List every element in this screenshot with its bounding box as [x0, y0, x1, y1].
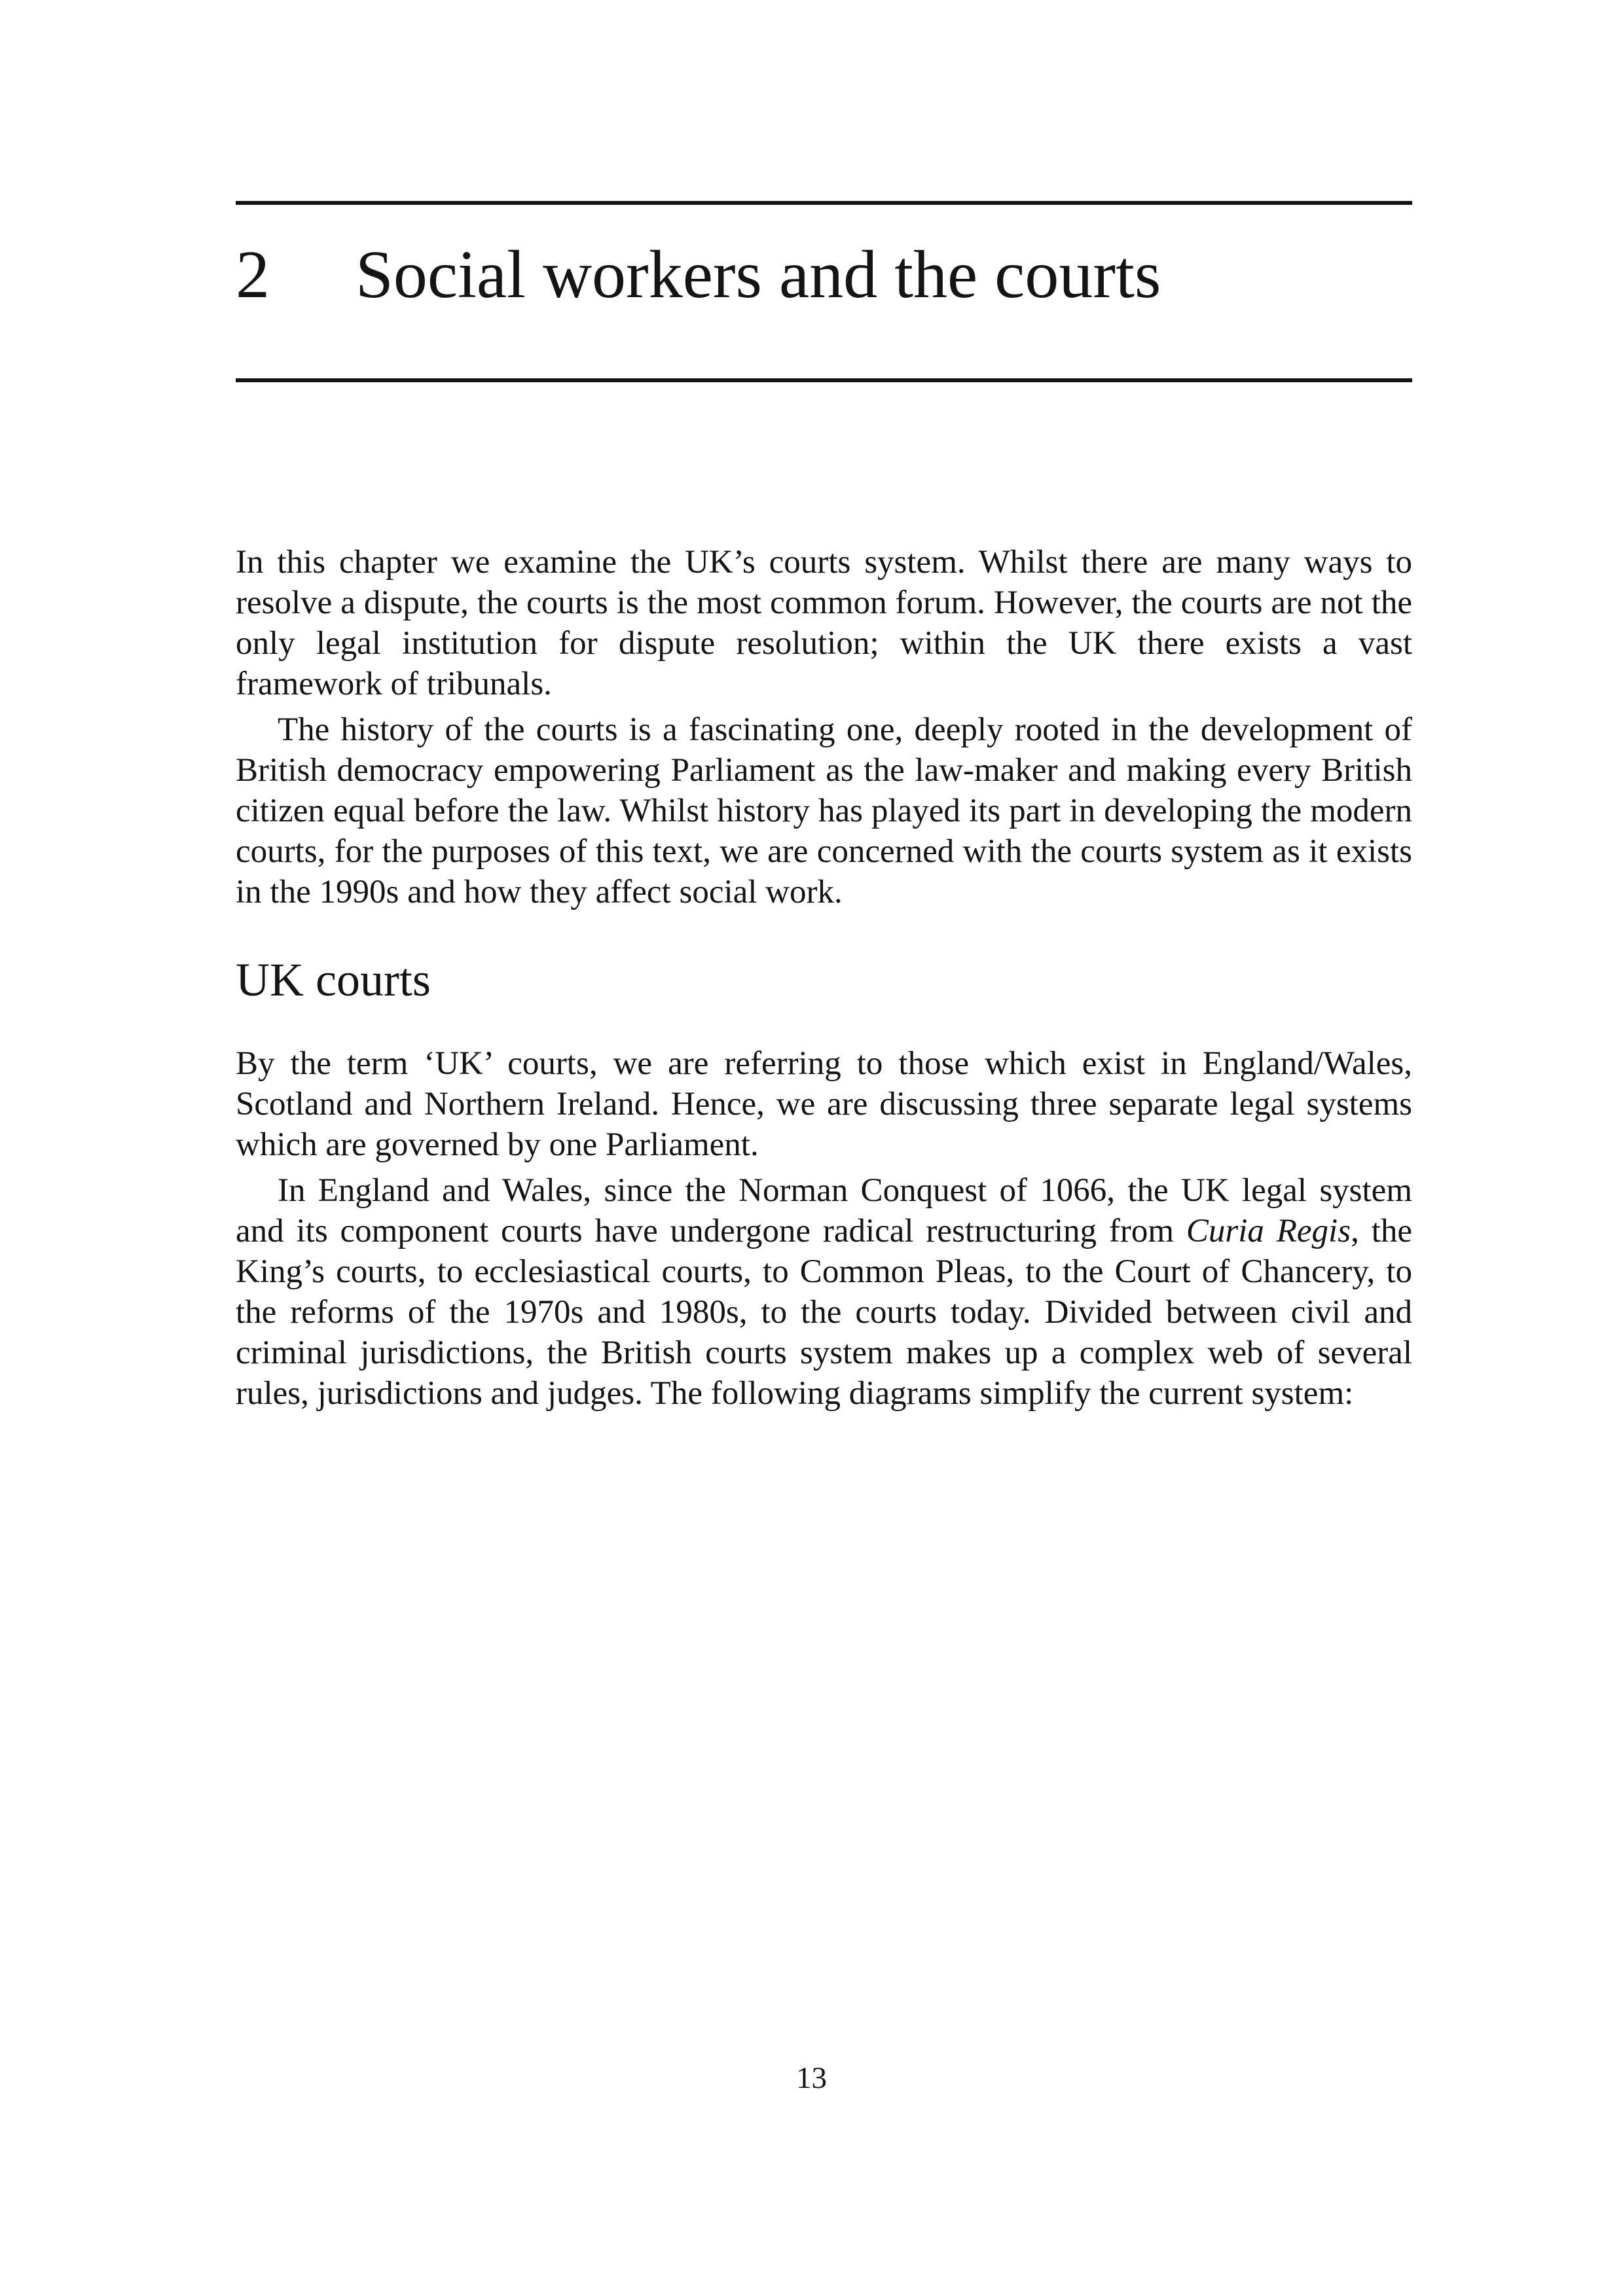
uk-courts-paragraph-2: [236, 1170, 1412, 1414]
section-heading: UK courts: [236, 954, 431, 1006]
intro-section: [236, 542, 1412, 912]
uk-courts-section: [236, 1043, 1412, 1414]
bottom-rule: [236, 378, 1412, 382]
uk-courts-paragraph-1: By the term ‘UK’ courts, we are referring to those which exist in England/Wales, Scotland and Northern Ireland. Hence, we are discussing three separate legal systems which are governed by one Parliament.: [236, 1045, 1412, 1163]
chapter-number: 2: [236, 237, 270, 312]
chapter-title: [236, 236, 1412, 314]
paragraph-2-text-start: In England and Wales, since the Norman Conquest of 1066, the UK legal system and its component courts have undergone radical restructuring from: [236, 1172, 1412, 1249]
intro-paragraph-2: The history of the courts is a fascinating one, deeply rooted in the development of British democracy empowering Parliament as the law-maker and making every British citizen equal before the law. Whilst history has played its part in developing the modern courts, for the purposes of this text, we are concerned with the courts system as it exists in the 1990s and how they affect social work.: [236, 711, 1412, 910]
top-rule: [236, 201, 1412, 205]
chapter-title-text: Social workers and the courts: [356, 237, 1161, 312]
paragraph-2-text-end: , the King’s courts, to ecclesiastical courts, to Common Pleas, to the Court of Chancery, to the reforms of the 1970s and 1980s, to the courts today. Divided between civil and criminal jurisdictions, the British courts system makes up a complex web of several rules, jurisdictions and judges. The following diagrams simplify the current system:: [236, 1213, 1412, 1412]
page-number: 13: [796, 2061, 827, 2095]
curia-regis-italic: Curia Regis: [1186, 1213, 1351, 1249]
intro-paragraph-1: In this chapter we examine the UK’s courts system. Whilst there are many ways to resolve a dispute, the courts is the most common forum. However, the courts are not the only legal institution for dispute resolution; within the UK there exists a vast framework of tribunals.: [236, 544, 1412, 702]
